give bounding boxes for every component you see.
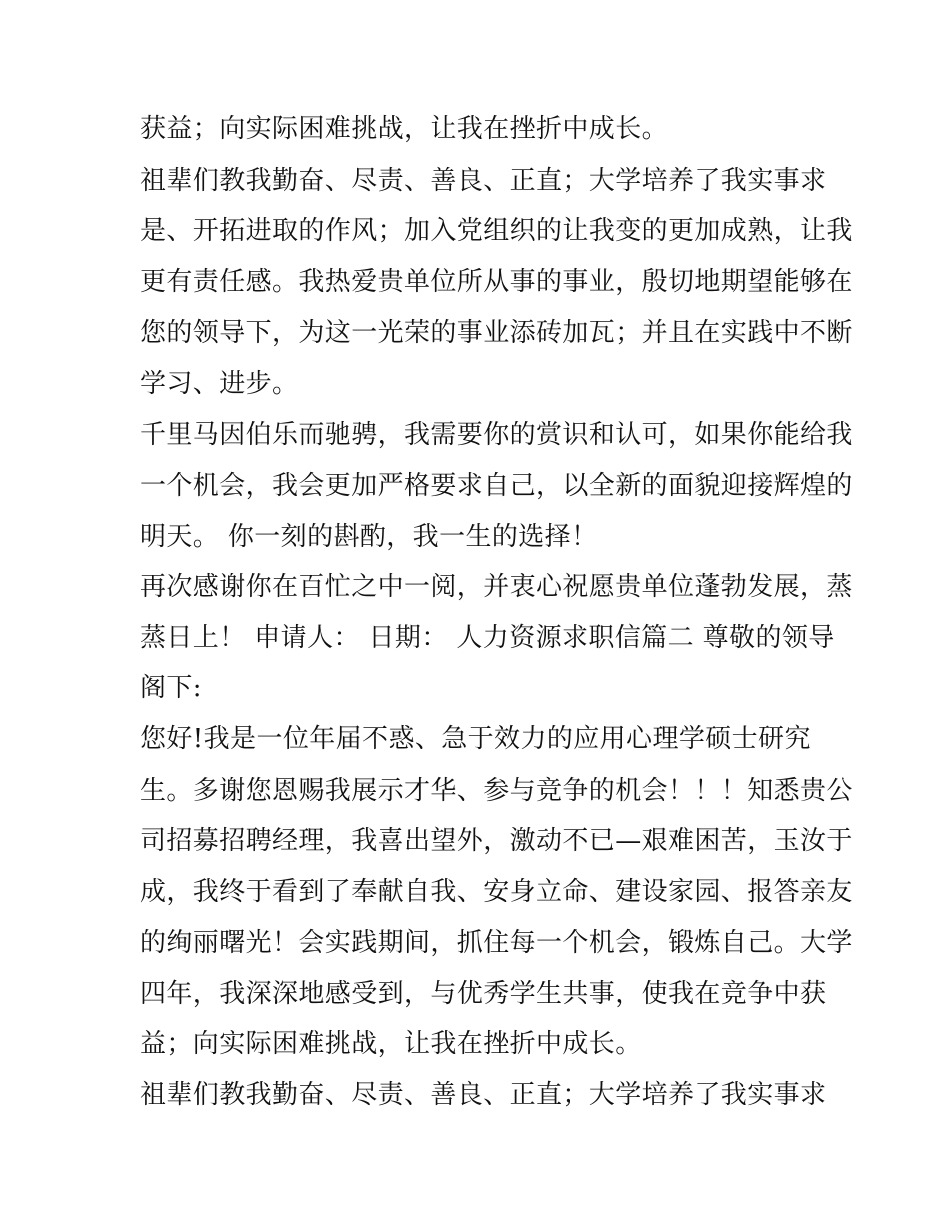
text-line: 四年，我深深地感受到，与优秀学生共事，使我在竞争中获 xyxy=(140,979,827,1009)
text-line: 您好!我是一位年届不惑、急于效力的应用心理学硕士研究 xyxy=(140,724,811,754)
text-line: 学习、进步。 xyxy=(140,369,299,399)
text-line: 您的领导下，为这一光荣的事业添砖加瓦；并且在实践中不断 xyxy=(140,318,853,348)
text-line: 再次感谢你在百忙之中一阅，并衷心祝愿贵单位蓬勃发展，蒸 xyxy=(140,572,853,602)
text-line: 蒸日上！ 申请人： 日期： 人力资源求职信篇二 尊敬的领导 xyxy=(140,623,835,653)
text-line: 明天。 你一刻的斟酌，我一生的选择！ xyxy=(140,522,598,552)
text-line: 生。多谢您恩赐我展示才华、参与竞争的机会！！！知悉贵公 xyxy=(140,776,853,806)
text-line: 祖辈们教我勤奋、尽责、善良、正直；大学培养了我实事求 xyxy=(140,1080,827,1110)
text-line: 成，我终于看到了奉献自我、安身立命、建设家园、报答亲友 xyxy=(140,877,853,907)
text-line: 司招募招聘经理，我喜出望外，激动不已—艰难困苦，玉汝于 xyxy=(140,826,853,856)
text-line: 一个机会，我会更加严格要求自己，以全新的面貌迎接辉煌的 xyxy=(140,471,853,501)
text-line: 获益；向实际困难挑战，让我在挫折中成长。 xyxy=(140,114,669,144)
text-line: 的绚丽曙光！会实践期间，抓住每一个机会，锻炼自己。大学 xyxy=(140,928,853,958)
text-line: 阁下: xyxy=(140,673,202,703)
text-line: 千里马因伯乐而驰骋，我需要你的赏识和认可，如果你能给我 xyxy=(140,420,853,450)
text-line: 更有责任感。我热爱贵单位所从事的事业，殷切地期望能够在 xyxy=(140,267,853,297)
text-line: 益；向实际困难挑战，让我在挫折中成长。 xyxy=(140,1029,642,1059)
text-line: 是、开拓进取的作风；加入党组织的让我变的更加成熟，让我 xyxy=(140,216,853,246)
text-line: 祖辈们教我勤奋、尽责、善良、正直；大学培养了我实事求 xyxy=(140,166,827,196)
